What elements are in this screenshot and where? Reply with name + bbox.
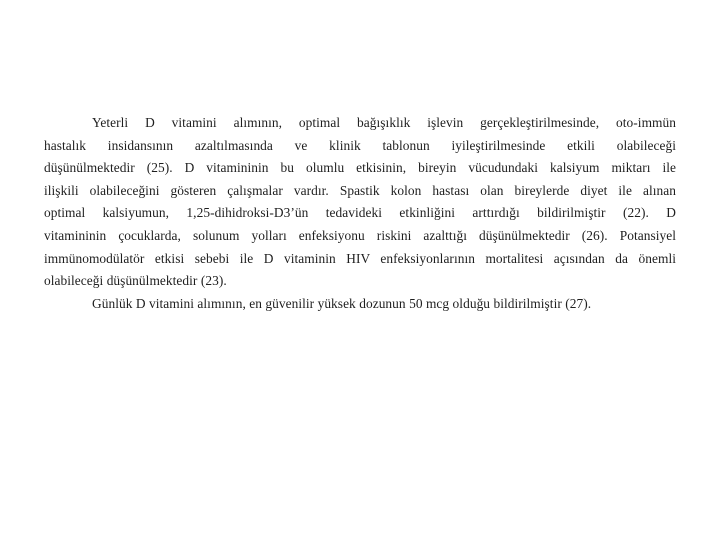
paragraph-vitamin-d-immunity [44,112,676,293]
paragraph-daily-dose [44,293,676,316]
paragraph-line: Günlük D vitamini alımının, en güvenilir yüksek dozunun 50 mcg olduğu bildirilmiştir (27). [92,295,592,311]
paragraph-line: immünomodülatör etkisi sebebi ile D vitaminin HIV enfeksiyonlarının mortalitesi açısından da önemli [44,250,676,266]
paragraph-line: optimal kalsiyumun, 1,25-dihidroksi-D3’ün tedavideki etkinliğini arttırdığı bildirilmiştir (22). D [44,205,676,221]
paragraph-line: ilişkili olabileceğini gösteren çalışmalar vardır. Spastik kolon hastası olan bireylerde diyet ile alınan [44,182,676,198]
paragraph-line: olabileceği düşünülmektedir (23). [44,273,227,289]
paragraph-line: Yeterli D vitamini alımının, optimal bağışıklık işlevin gerçekleştirilmesinde, oto-immün [92,115,676,130]
paragraph-line: düşünülmektedir (25). D vitamininin bu olumlu etkisinin, bireyin vücudundaki kalsiyum miktarı ile [44,160,676,176]
body-text [44,112,676,315]
paragraph-line: vitamininin çocuklarda, solunum yolları enfeksiyonu riskini azalttığı düşünülmektedir (26). Potansiyel [44,227,676,243]
paragraph-line: hastalık insidansının azaltılmasında ve klinik tablonun iyileştirilmesinde etkili olabileceği [44,137,676,153]
